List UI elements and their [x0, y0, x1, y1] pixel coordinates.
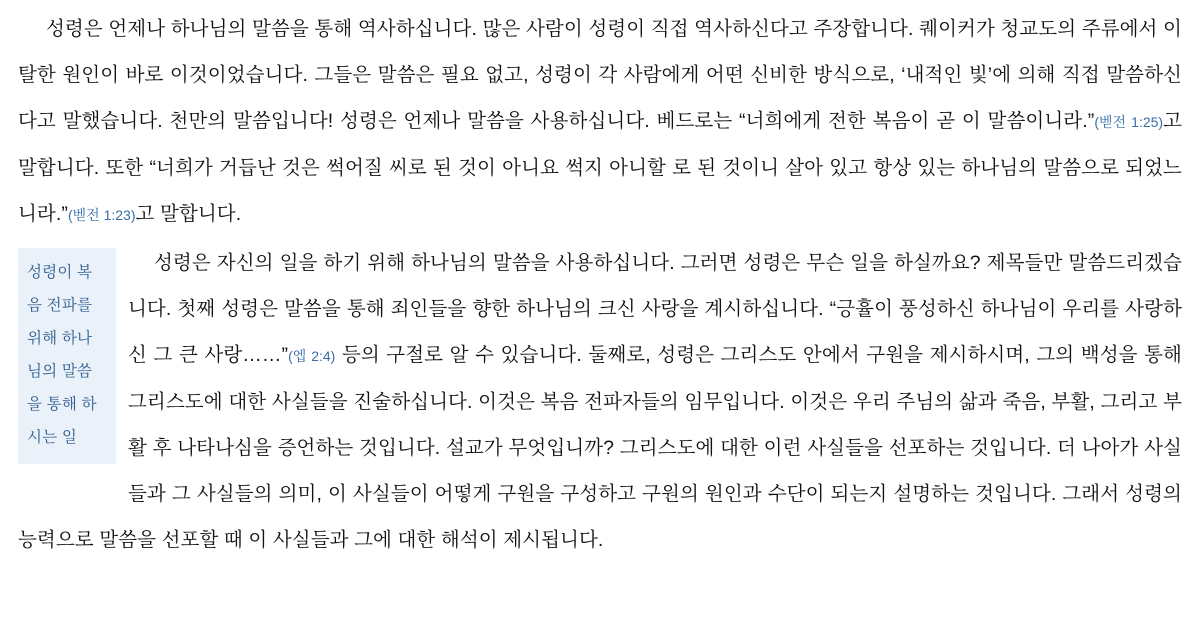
scripture-reference-1: (벧전 1:25) [1094, 114, 1164, 130]
paragraph-two [18, 240, 1182, 563]
paragraph-two-text-part1: 성령은 자신의 일을 하기 위해 하나님의 말씀을 사용하십니다. 그러면 성령은 무슨 일을 하실까요? 제목들만 말씀드리겠습니다. 첫째 성령은 말씀을 통해 죄인들을 향한 하나님의 크신 사랑을 계시하십니다. “긍휼이 풍성하신 하나님이 우리를 사랑하신 그 큰 사랑……” [128, 252, 1182, 366]
scripture-reference-2: (벧전 1:23) [68, 207, 136, 223]
paragraph-one [18, 6, 1182, 238]
margin-note: 성령이 복음 전파를 위해 하나님의 말씀을 통해 하시는 일 [18, 248, 116, 464]
paragraph-one-text-part3: 고 말합니다. [135, 203, 242, 225]
paragraph-two-text-part2: 등의 구절로 알 수 있습니다. 둘째로, 성령은 그리스도 안에서 구원을 제시하시며, 그의 백성을 통해 그리스도에 대한 사실들을 진술하십니다. 이것은 복음 전파자들의 임무입니다. 이것은 우리 주님의 삶과 죽음, 부활, 그리고 부활 후 나타나심을 증언하는 것입니다. 설교가 무엇입니까? 그리스도에 대한 이런 사실들을 선포하는 것입니다. 더 나아가 사실들과 그 사실들의 의미, 이 사실들이 어떻게 구원을 구성하고 구원의 원인과 수단이 되는지 설명하는 것입니다. 그래서 성령의 능력으로 말씀을 선포할 때 이 사실들과 그에 대한 해석이 제시됩니다. [18, 344, 1182, 551]
scripture-reference-3: (엡 2:4) [288, 348, 336, 364]
paragraph-two-flow [18, 240, 1182, 563]
paragraph-one-text-part2: 고 말합니다. 또한 “너희가 거듭난 것은 썩어질 씨로 된 것이 아니요 썩지 아니할 로 된 것이니 살아 있고 항상 있는 하나님의 말씀으로 되었느니라.” [18, 110, 1183, 225]
paragraph-one-text-part1: 성령은 언제나 하나님의 말씀을 통해 역사하십니다. 많은 사람이 성령이 직접 역사하신다고 주장합니다. 퀘이커가 청교도의 주류에서 이탈한 원인이 바로 이것이었습니다. 그들은 말씀은 필요 없고, 성령이 각 사람에게 어떤 신비한 방식으로, ‘내적인 빛’에 의해 직접 말씀하신다고 말했습니다. 천만의 말씀입니다! 성령은 언제나 말씀을 사용하십니다. 베드로는 “너희에게 전한 복음이 곧 이 말씀이니라.” [18, 18, 1182, 132]
margin-note-spacer [18, 240, 128, 484]
paragraph-two-block [18, 240, 1182, 563]
